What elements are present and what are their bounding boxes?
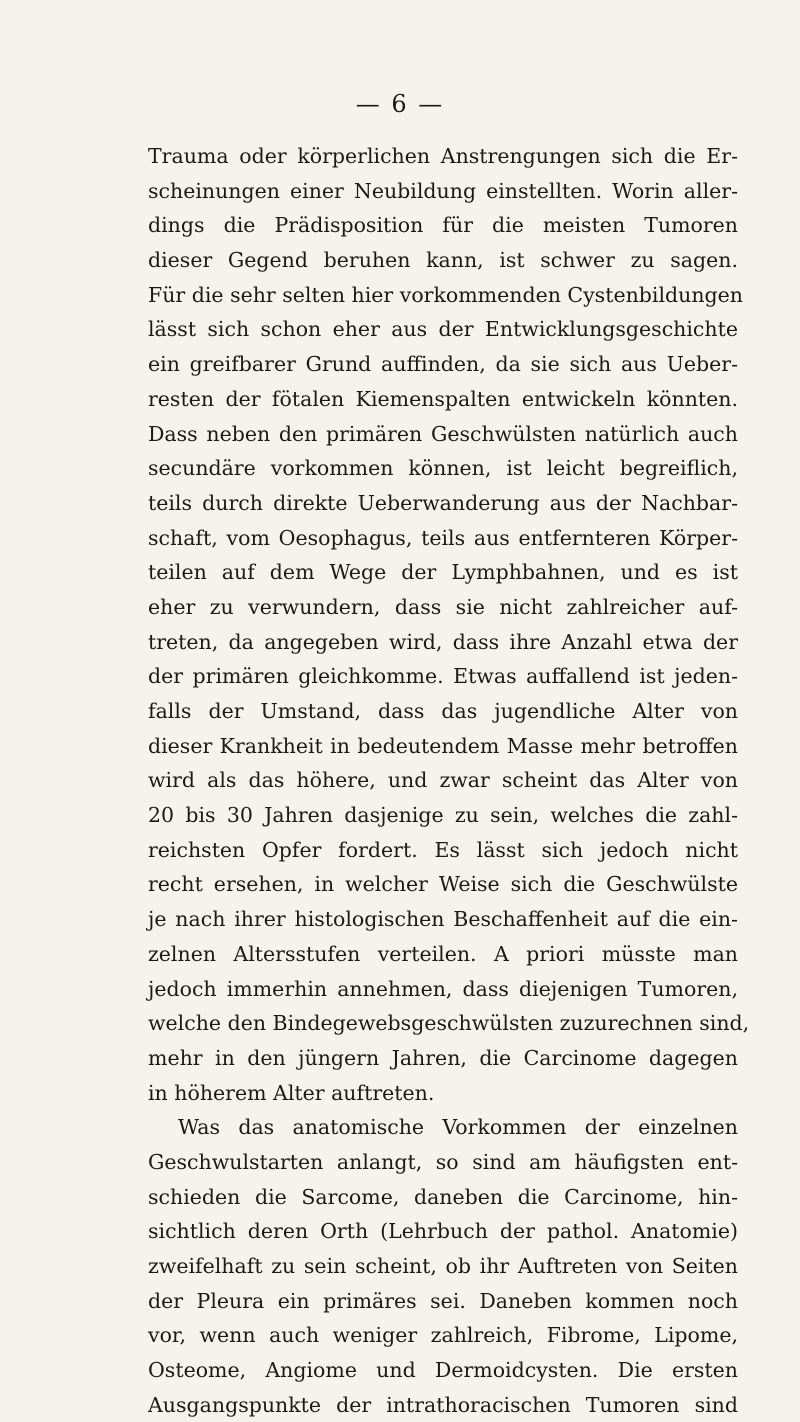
text-line: Trauma oder körperlichen Anstrengungen sich die Er- [148, 144, 738, 168]
text-line: ein greifbarer Grund auffinden, da sie sich aus Ueber- [148, 352, 738, 377]
text-line: vor, wenn auch weniger zahlreich, Fibrome, Lipome, [148, 1323, 738, 1348]
text-line: schieden die Sarcome, daneben die Carcinome, hin- [148, 1184, 738, 1209]
text-line: recht ersehen, in welcher Weise sich die Geschwülste [148, 872, 738, 897]
text-line: je nach ihrer histologischen Beschaffenheit auf die ein- [148, 907, 738, 932]
text-line: zelnen Altersstufen verteilen. A priori müsste man [148, 941, 738, 966]
text-line: dings die Prädisposition für die meisten Tumoren [148, 213, 738, 238]
text-line: scheinungen einer Neubildung einstellten. Worin aller- [148, 178, 738, 203]
text-line: dieser Gegend beruhen kann, ist schwer zu sagen. [148, 248, 738, 273]
text-line: treten, da angegeben wird, dass ihre Anzahl etwa der [148, 629, 738, 654]
text-line: der Pleura ein primäres sei. Daneben kommen noch [148, 1288, 738, 1313]
text-line: reichsten Opfer fordert. Es lässt sich jedoch nicht [148, 837, 738, 862]
page-number: — 6 — [355, 90, 445, 118]
text-line: sichtlich deren Orth (Lehrbuch der pathol. Anatomie) [148, 1219, 738, 1244]
text-line: wird als das höhere, und zwar scheint das Alter von [148, 768, 738, 793]
text-line: secundäre vorkommen können, ist leicht begreiflich, [148, 456, 738, 481]
text-line: Osteome, Angiome und Dermoidcysten. Die ersten [148, 1358, 738, 1383]
text-line: falls der Umstand, dass das jugendliche Alter von [148, 699, 738, 723]
text-line: Dass neben den primären Geschwülsten natürlich auch [148, 421, 738, 446]
text-line: resten der fötalen Kiemenspalten entwickeln könnten. [148, 386, 738, 411]
text-line: Ausgangspunkte der intrathoracischen Tumoren sind [148, 1392, 738, 1417]
text-line: mehr in den jüngern Jahren, die Carcinome dagegen [148, 1045, 738, 1070]
text-line: Für die sehr selten hier vorkommenden Cystenbildungen [148, 282, 744, 307]
text-line: welche den Bindegewebsgeschwülsten zuzurechnen sind, [148, 1011, 750, 1036]
text-line: lässt sich schon eher aus der Entwicklungsgeschichte [148, 317, 738, 342]
text-line: eher zu verwundern, dass sie nicht zahlreicher auf- [148, 594, 738, 619]
text-line: teilen auf dem Wege der Lymphbahnen, und es ist [148, 560, 738, 585]
text-line: schaft, vom Oesophagus, teils aus entfernteren Körper- [148, 525, 738, 550]
paragraph-start-line: Was das anatomische Vorkommen der einzelnen [178, 1115, 738, 1140]
text-line: 20 bis 30 Jahren dasjenige zu sein, welches die zahl- [148, 803, 738, 828]
paragraph-end-line: in höherem Alter auftreten. [148, 1080, 435, 1105]
text-line: der primären gleichkomme. Etwas auffallend ist jeden- [148, 664, 738, 689]
text-line: zweifelhaft zu sein scheint, ob ihr Auftreten von Seiten [148, 1254, 738, 1278]
text-line: teils durch direkte Ueberwanderung aus der Nachbar- [148, 490, 738, 515]
text-line: Geschwulstarten anlangt, so sind am häufigsten ent- [148, 1149, 738, 1174]
text-line: jedoch immerhin annehmen, dass diejenigen Tumoren, [148, 976, 738, 1001]
text-line: dieser Krankheit in bedeutendem Masse mehr betroffen [148, 733, 738, 758]
body-text [148, 139, 750, 1422]
